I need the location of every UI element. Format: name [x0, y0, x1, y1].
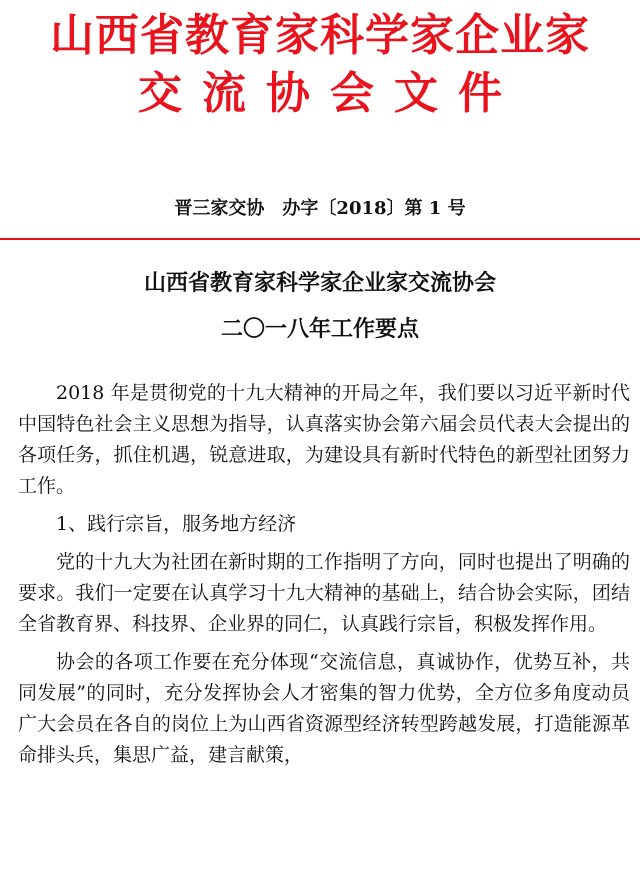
section-heading: 1、践行宗旨，服务地方经济: [56, 513, 297, 535]
document-body: [18, 378, 630, 778]
document-title-line-2: 二〇一八年工作要点: [220, 316, 419, 342]
paragraph-intro: 2018 年是贯彻党的十九大精神的开局之年，我们要以习近平新时代中国特色社会主义思想为指导，认真落实协会第六届会员代表大会提出的各项任务，抓住机遇，锐意进取，为建设具有新时代特色的新型社团努力工作。: [18, 382, 630, 497]
document-title-line-1: 山西省教育家科学家企业家交流协会: [143, 270, 496, 296]
paragraph-two: 党的十九大为社团在新时期的工作指明了方向，同时也提出了明确的要求。我们一定要在认真学习十九大精神的基础上，结合协会实际，团结全省教育界、科技界、企业界的同仁，认真践行宗旨，积极发挥作用。: [18, 551, 630, 635]
document-header-line-2: 交流协会文件: [138, 68, 522, 119]
document-header-line-1: 山西省教育家科学家企业家: [50, 10, 590, 61]
header-divider: [0, 238, 640, 240]
paragraph-three: 协会的各项工作要在充分体现“交流信息，真诚协作，优势互补，共同发展”的同时，充分发挥协会人才密集的智力优势，全方位多角度动员广大会员在各自的岗位上为山西省资源型经济转型跨越发展，打造能源革命排头兵，集思广益，建言献策，: [18, 651, 630, 766]
document-number: 晋三家交协 办字〔2018〕第 1 号: [174, 198, 466, 219]
